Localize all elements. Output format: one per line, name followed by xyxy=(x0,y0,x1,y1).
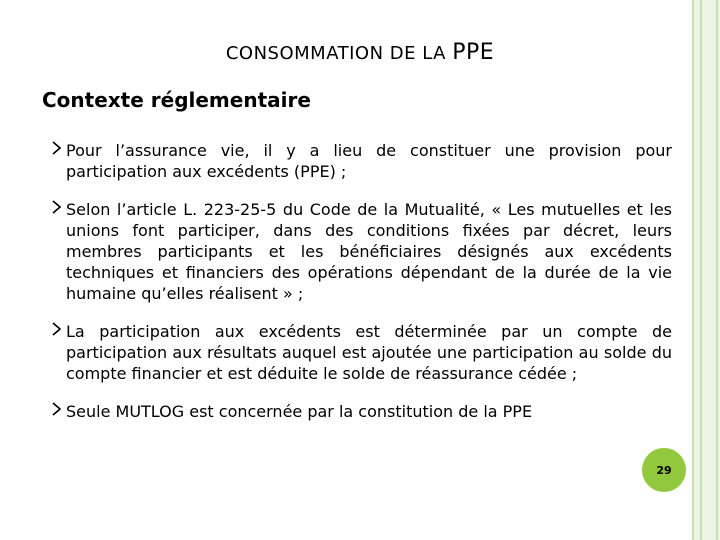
frame-line-2 xyxy=(700,0,702,540)
arrow-bullet-icon xyxy=(52,200,61,214)
bullet-list xyxy=(52,140,672,439)
arrow-bullet-icon xyxy=(52,402,61,416)
bullet-text: Seule MUTLOG est concernée par la constitution de la PPE xyxy=(66,402,533,421)
slide-title-acronym: PPE xyxy=(452,40,495,65)
bullet-item xyxy=(52,321,672,384)
bullet-text: La participation aux excédents est déterminée par un compte de participation aux résultats auquel est ajoutée une participation au solde du compte financier et est déduite le solde de réassurance cédée ; xyxy=(66,322,672,383)
bullet-text: Pour l’assurance vie, il y a lieu de constituer une provision pour participation aux excédents (PPE) ; xyxy=(66,141,672,181)
bullet-item xyxy=(52,401,672,422)
arrow-bullet-icon xyxy=(52,322,61,336)
arrow-bullet-icon xyxy=(52,141,61,155)
bullet-text: Selon l’article L. 223-25-5 du Code de la Mutualité, « Les mutuelles et les unions font participer, dans des conditions fixées par décret, leurs membres participants et les bénéficiaires désignés aux excédents techniques et financiers des opérations dépendant de la durée de la vie humaine qu’elles réalisent » ; xyxy=(66,200,672,303)
frame-line-3 xyxy=(716,0,718,540)
slide-title-main: CONSOMMATION DE LA xyxy=(225,43,446,64)
slide-title xyxy=(0,40,720,65)
bullet-item xyxy=(52,140,672,182)
frame-line-1 xyxy=(692,0,694,540)
page-number-badge: 29 xyxy=(642,448,686,492)
section-heading: Contexte réglementaire xyxy=(42,88,311,112)
bullet-item xyxy=(52,199,672,304)
